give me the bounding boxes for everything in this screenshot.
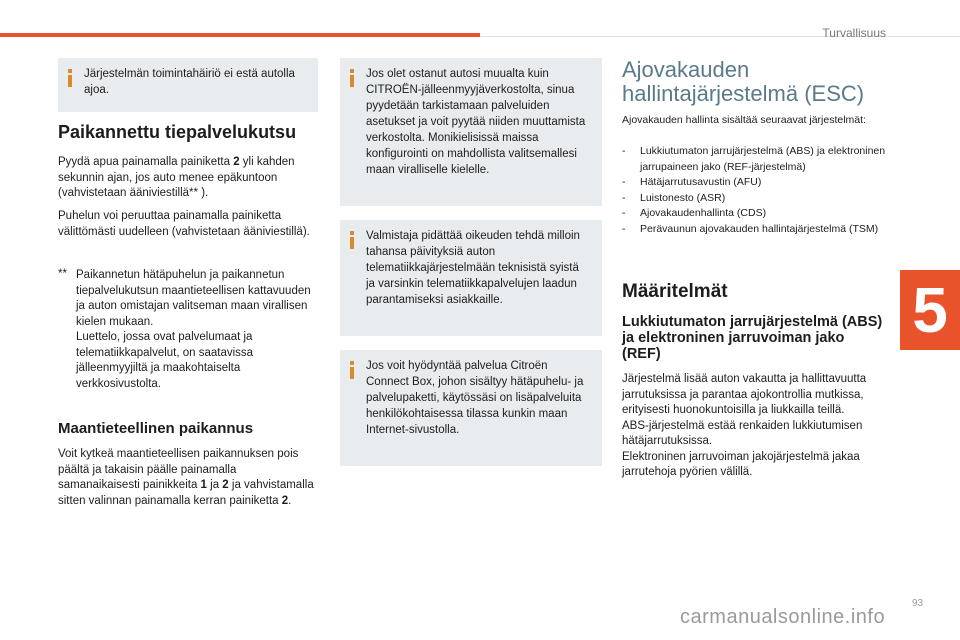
paragraph: Pyydä apua painamalla painiketta 2 yli kahden sekunnin ajan, jos auto menee epäkuntoon (vahvistetaan ääniviestillä** ). [58, 156, 295, 199]
info-icon [349, 361, 356, 379]
list-item: - Hätäjarrutusavustin (AFU) [622, 176, 762, 188]
note-text: Jos voit hyödyntää palvelua Citroën Connect Box, johon sisältyy hätäpuhelu- ja palvelupaketti, käytössäsi on lisäpalveluita henkilökohtaisessa tilassa kunkin maan Internet-sivustolla. [366, 360, 584, 436]
note-text: Järjestelmän toimintahäiriö ei estä autolla ajoa. [84, 68, 295, 96]
abs-description: Järjestelmä lisää auton vakautta ja hallittavuutta jarrutuksissa ja parantaa ajokontrollia mutkissa, erityisesti huonokuntoisilla ja liukkailla teillä. ABS-järjestelmä estää renkaiden lukkiutumisen hätäjarrutuksissa. Elektroninen jarruvoiman jakojärjestelmä jakaa jarrutehoja pyörien välillä. [622, 373, 867, 478]
info-note [340, 350, 602, 466]
info-note [58, 58, 318, 112]
esc-system-list [622, 144, 890, 237]
list-item: - Luistonesto (ASR) [622, 191, 726, 204]
list-item: - Perävaunun ajovakauden hallintajärjestelmä (TSM) [622, 222, 879, 235]
chapter-tab: 5 [900, 270, 960, 350]
info-note [340, 220, 602, 336]
paragraph: Puhelun voi peruuttaa painamalla painiketta välittömästi uudelleen (vahvistetaan ääniviestillä). [58, 210, 310, 238]
footnote-mark: ** [58, 268, 67, 280]
esc-intro: Ajovakauden hallinta sisältää seuraavat järjestelmät: [622, 114, 866, 126]
header-rule [480, 36, 960, 37]
esc-title: Ajovakauden hallintajärjestelmä (ESC) [622, 57, 865, 106]
note-text: Valmistaja pidättää oikeuden tehdä milloin tahansa päivityksiä auton telematiikkajärjestelmään teknisistä syistä ja varsinkin telematiikkapalvelujen laadun parantamiseksi asiakkaille. [366, 230, 580, 306]
header-accent-bar [0, 33, 480, 37]
footnote: Paikannetun hätäpuhelun ja paikannetun tiepalvelukutsun maantieteellisen kattavuuden ja auton omistajan valitseman maan virallisen kielen mukaan. Luettelo, jossa ovat palvelumaat ja telematiikkapalvelut, on saatavissa jälleenmyyjiltä ja maakohtaiselta verkkosivustolta. [76, 269, 311, 390]
info-icon [67, 69, 74, 87]
list-item: - Lukkiutumaton jarrujärjestelmä (ABS) ja elektroninen jarrupaineen jako (REF-järjestelmä) [622, 145, 886, 173]
section-label: Turvallisuus [822, 26, 886, 40]
watermark-logo: carmanualsonline.info [680, 606, 886, 628]
list-item: - Ajovakaudenhallinta (CDS) [622, 207, 767, 219]
subsection-title: Maantieteellinen paikannus [58, 420, 254, 437]
page-number: 93 [912, 598, 924, 609]
info-note [340, 58, 602, 206]
note-text: Jos olet ostanut autosi muualta kuin CITROËN-jälleenmyyjäverkostolta, sinua pyydetään tarkistamaan palveluiden asetukset ja voit pyytää niiden muuttamista verkostolta. Monikielisissä maissa konfigurointi on mahdollista valitsemallesi maan viralliselle kielelle. [366, 68, 586, 176]
definitions-title: Määritelmät [622, 281, 728, 302]
info-icon [349, 231, 356, 249]
section-title: Paikannettu tiepalvelukutsu [58, 122, 297, 142]
abs-subtitle: Lukkiutumaton jarrujärjestelmä (ABS) ja elektroninen jarruvoiman jako (REF) [622, 314, 883, 362]
info-icon [349, 69, 356, 87]
paragraph: Voit kytkeä maantieteellisen paikannuksen pois päältä ja takaisin päälle painamalla samanaikaisesti painikkeita 1 ja 2 ja vahvistamalla sitten valinnan painamalla kerran painiketta 2. [58, 448, 314, 507]
